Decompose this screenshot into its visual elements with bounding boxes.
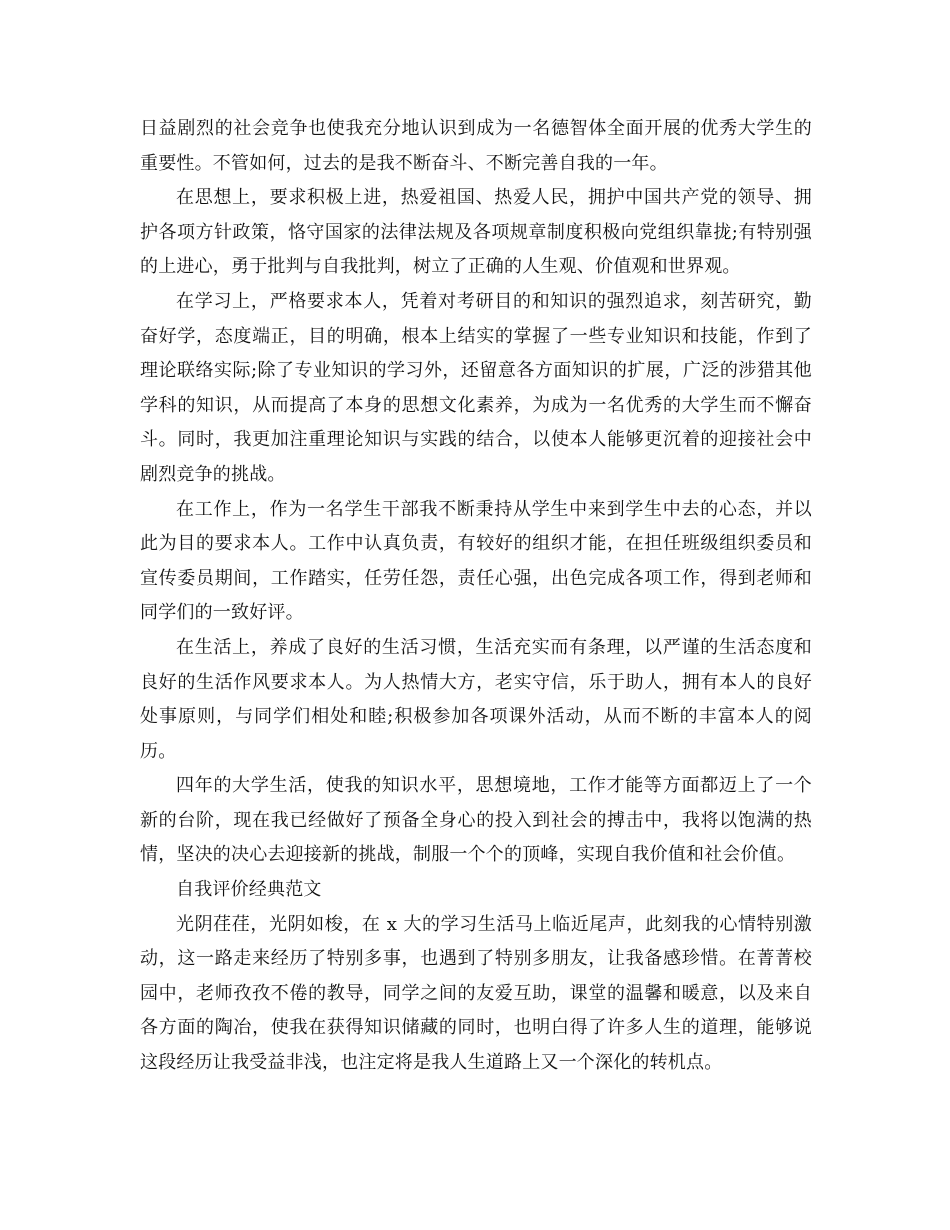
paragraph-ideology: 在思想上，要求积极上进，热爱祖国、热爱人民，拥护中国共产党的领导、拥护各项方针政策，恪守国家的法律法规及各项规章制度积极向党组织靠拢;有特别强的上进心，勇于批判与自我批判，树立了正确的人生观、价值观和世界观。 xyxy=(140,187,812,278)
paragraph-work: 在工作上，作为一名学生干部我不断秉持从学生中来到学生中去的心态，并以此为目的要求本人。工作中认真负责，有较好的组织才能，在担任班级组织委员和宣传委员期间，工作踏实，任劳任怨，责任心强，出色完成各项工作，得到老师和同学们的一致好评。 xyxy=(140,498,812,624)
section-subheading: 自我评价经典范文 xyxy=(176,879,322,901)
paragraph-sample-essay: 光阴荏荏，光阴如梭，在 x 大的学习生活马上临近尾声，此刻我的心情特别激动，这一路走来经历了特别多事，也遇到了特别多朋友，让我备感珍惜。在菁菁校园中，老师孜孜不倦的教导，同学之间的友爱互助，课堂的温馨和暖意，以及来自各方面的陶冶，使我在获得知识储藏的同时，也明白得了许多人生的道理，能够说这段经历让我受益非浅，也注定将是我人生道路上又一个深化的转机点。 xyxy=(140,913,812,1074)
paragraph-life: 在生活上，养成了良好的生活习惯，生活充实而有条理，以严谨的生活态度和良好的生活作风要求本人。为人热情大方，老实守信，乐于助人，拥有本人的良好处事原则，与同学们相处和睦;积极参加各项课外活动，从而不断的丰富本人的阅历。 xyxy=(140,636,812,762)
paragraph-study: 在学习上，严格要求本人，凭着对考研目的和知识的强烈追求，刻苦研究，勤奋好学，态度端正，目的明确，根本上结实的掌握了一些专业知识和技能，作到了理论联络实际;除了专业知识的学习外，还留意各方面知识的扩展，广泛的涉猎其他学科的知识，从而提高了本身的思想文化素养，为成为一名优秀的大学生而不懈奋斗。同时，我更加注重理论知识与实践的结合，以使本人能够更沉着的迎接社会中剧烈竞争的挑战。 xyxy=(140,290,812,485)
paragraph-1: 日益剧烈的社会竞争也使我充分地认识到成为一名德智体全面开展的优秀大学生的重要性。不管如何，过去的是我不断奋斗、不断完善自我的一年。 xyxy=(140,118,812,174)
paragraph-summary: 四年的大学生活，使我的知识水平，思想境地，工作才能等方面都迈上了一个新的台阶，现在我已经做好了预备全身心的投入到社会的搏击中，我将以饱满的热情，坚决的决心去迎接新的挑战，制服一个个的顶峰，实现自我价值和社会价值。 xyxy=(140,775,812,866)
document-body xyxy=(140,112,812,1081)
